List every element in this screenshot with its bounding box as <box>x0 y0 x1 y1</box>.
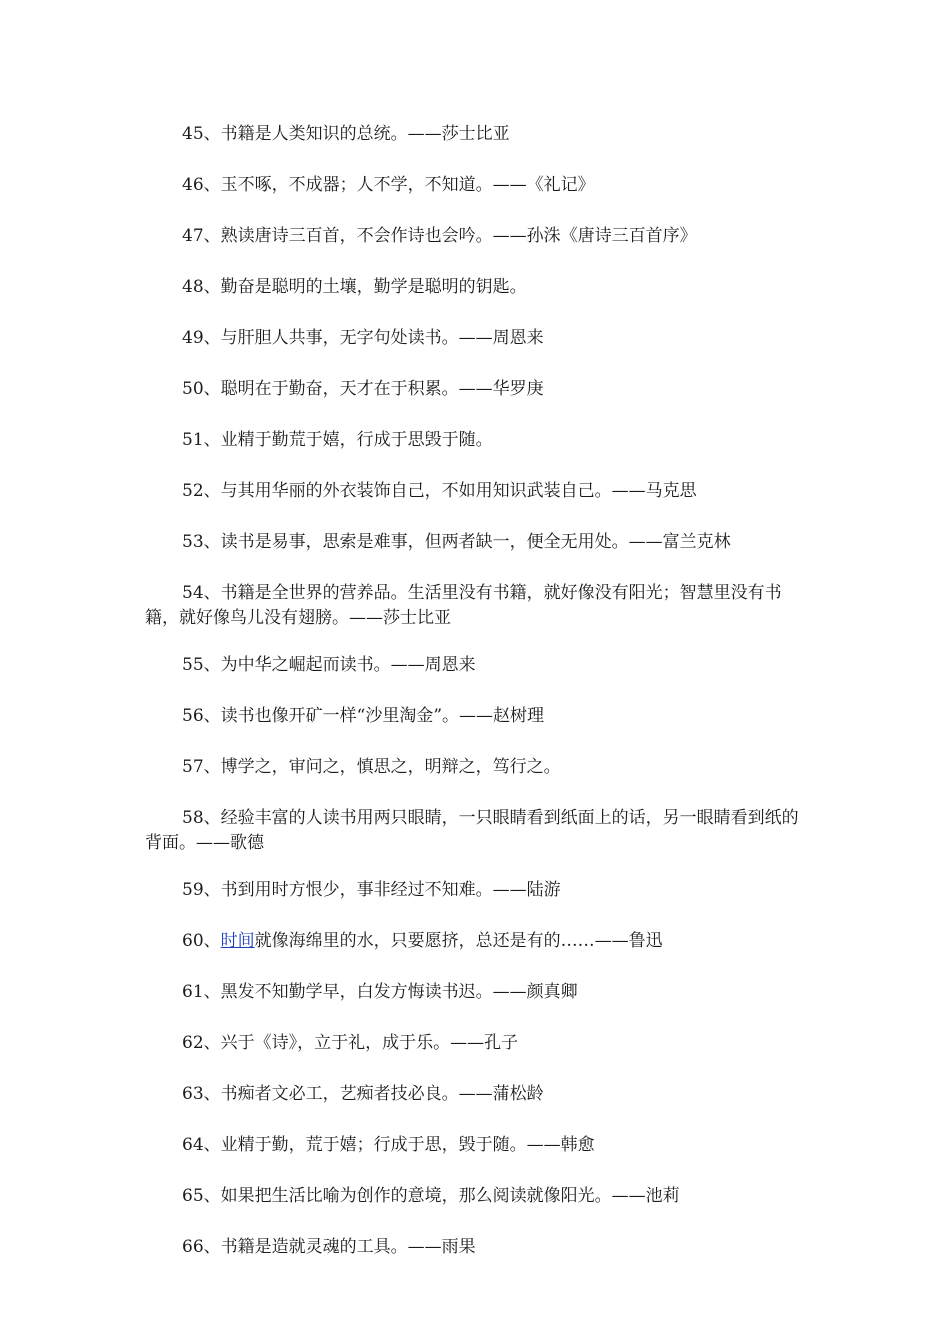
quote-item-with-link <box>145 929 810 954</box>
quote-item: 66、书籍是造就灵魂的工具。——雨果 <box>182 1237 476 1257</box>
quote-item: 52、与其用华丽的外衣装饰自己，不如用知识武装自己。——马克思 <box>182 481 697 501</box>
quote-item: 47、熟读唐诗三百首，不会作诗也会吟。——孙洙《唐诗三百首序》 <box>182 226 697 246</box>
quote-item: 50、聪明在于勤奋，天才在于积累。——华罗庚 <box>182 379 544 399</box>
quote-text: 就像海绵里的水，只要愿挤，总还是有的……——鲁迅 <box>254 931 663 951</box>
quote-number: 60、 <box>182 931 221 951</box>
quote-item: 65、如果把生活比喻为创作的意境，那么阅读就像阳光。——池莉 <box>182 1186 680 1206</box>
quote-item: 64、业精于勤，荒于嬉；行成于思，毁于随。——韩愈 <box>182 1135 595 1155</box>
quote-item: 53、读书是易事，思索是难事，但两者缺一，便全无用处。——富兰克林 <box>182 532 731 552</box>
quote-item: 57、博学之，审问之，慎思之，明辩之，笃行之。 <box>182 757 561 777</box>
quote-item: 59、书到用时方恨少，事非经过不知难。——陆游 <box>182 880 561 900</box>
quote-item: 45、书籍是人类知识的总统。——莎士比亚 <box>182 124 510 144</box>
quote-item: 51、业精于勤荒于嬉，行成于思毁于随。 <box>182 430 493 450</box>
quote-item: 54、书籍是全世界的营养品。生活里没有书籍，就好像没有阳光；智慧里没有书籍，就好像鸟儿没有翅膀。——莎士比亚 <box>145 583 782 628</box>
quote-item: 62、兴于《诗》，立于礼，成于乐。——孔子 <box>182 1033 519 1053</box>
quote-item: 63、书痴者文必工，艺痴者技必良。——蒲松龄 <box>182 1084 544 1104</box>
quote-item: 56、读书也像开矿一样“沙里淘金”。——赵树理 <box>182 706 545 726</box>
quote-item: 61、黑发不知勤学早，白发方悔读书迟。——颜真卿 <box>182 982 578 1002</box>
quote-item: 46、玉不啄，不成器；人不学，不知道。——《礼记》 <box>182 175 595 195</box>
quote-item: 49、与肝胆人共事，无字句处读书。——周恩来 <box>182 328 544 348</box>
quote-list <box>145 122 810 1286</box>
quote-item: 48、勤奋是聪明的土壤，勤学是聪明的钥匙。 <box>182 277 527 297</box>
time-link[interactable]: 时间 <box>220 931 255 951</box>
quote-item: 55、为中华之崛起而读书。——周恩来 <box>182 655 476 675</box>
quote-item: 58、经验丰富的人读书用两只眼睛，一只眼睛看到纸面上的话，另一眼睛看到纸的背面。——歌德 <box>145 808 799 853</box>
